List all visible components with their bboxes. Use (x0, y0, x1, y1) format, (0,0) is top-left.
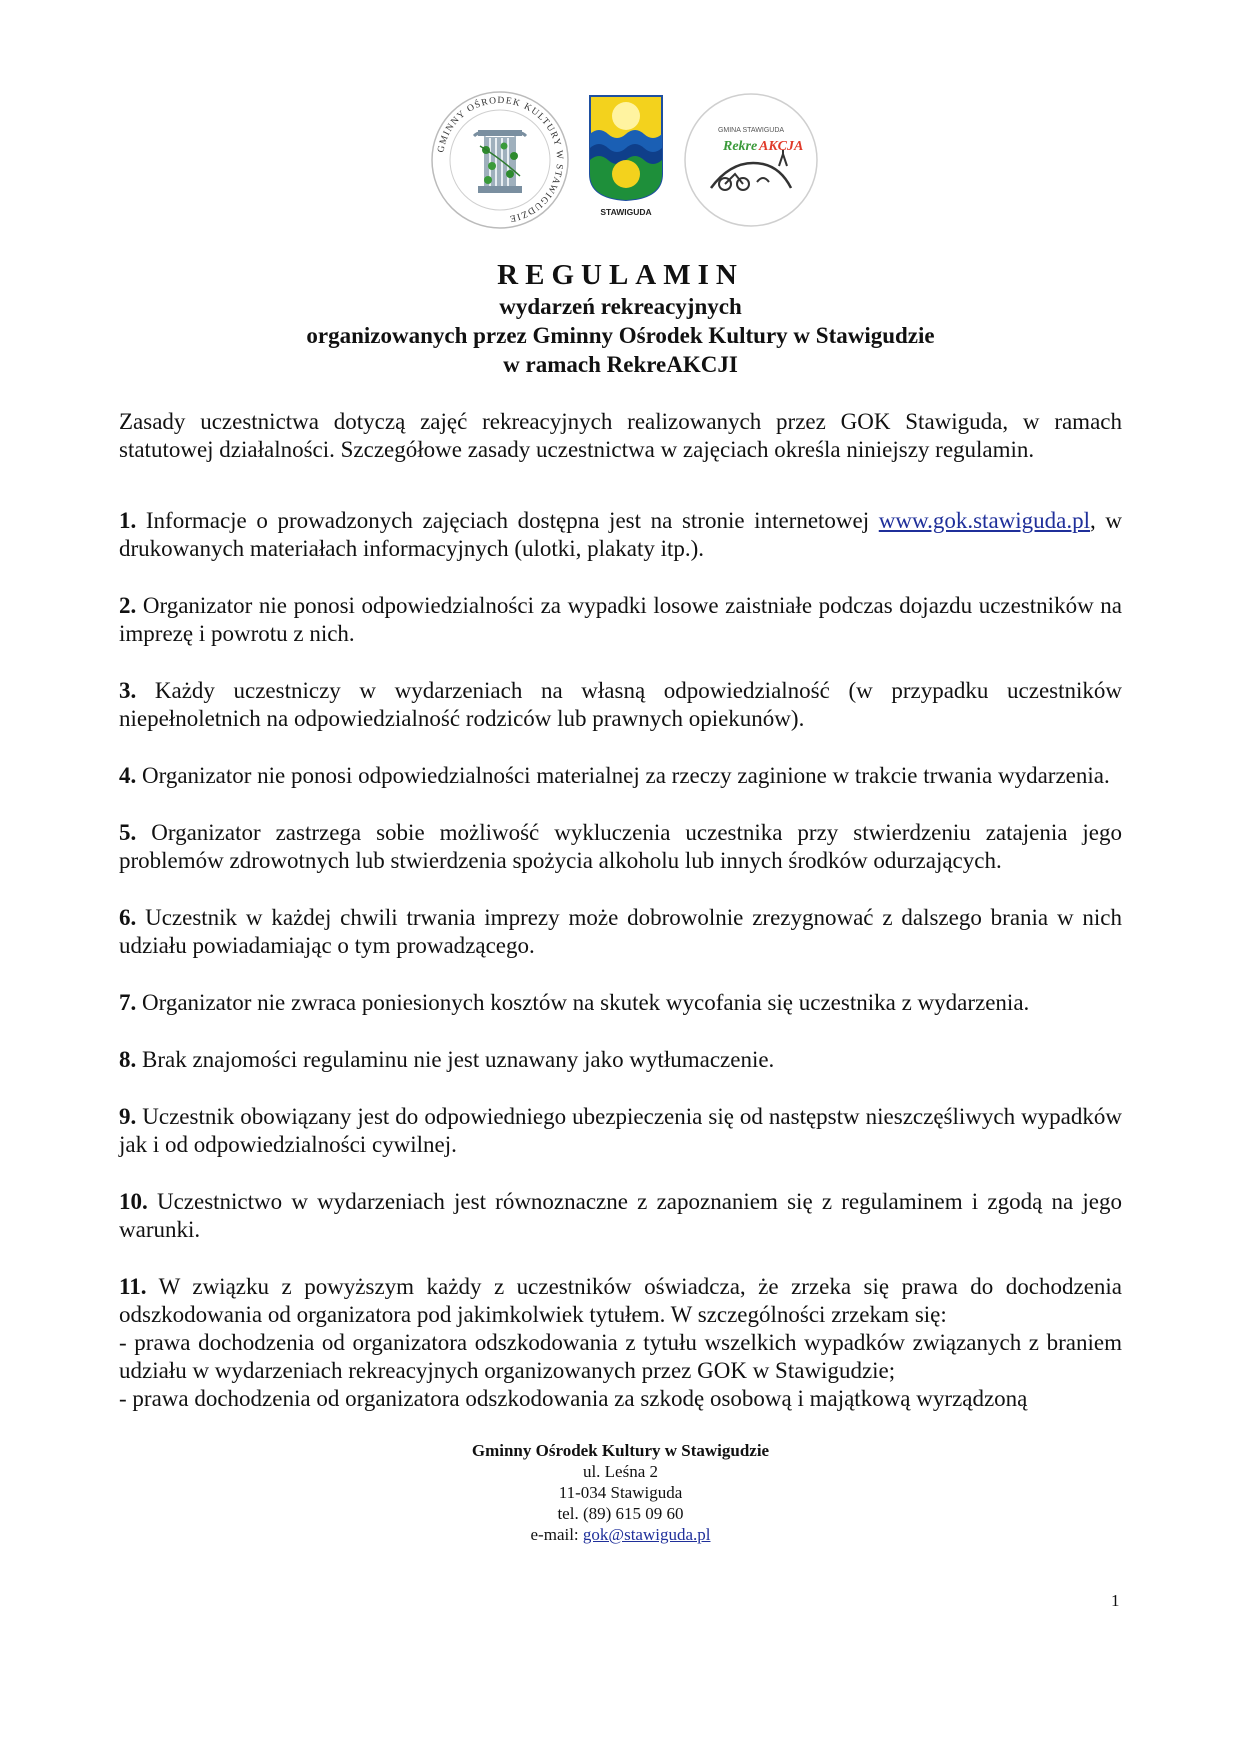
point-number: 7. (119, 990, 137, 1015)
point-number: 8. (119, 1047, 137, 1072)
point-2 (119, 592, 1122, 648)
rekre-top-text: GMINA STAWIGUDA (717, 127, 785, 134)
point-number: 11. (119, 1274, 147, 1299)
footer-email-label: e-mail: (530, 1525, 583, 1544)
point-4 (119, 762, 1122, 790)
point-text: Uczestnik obowiązany jest do odpowiedniego ubezpieczenia się od następstw nieszczęśliwych wypadków jak i od odpowiedzialności cywilnej. (119, 1104, 1123, 1157)
point-text: Organizator zastrzega sobie możliwość wykluczenia uczestnika przy stwierdzeniu zatajenia jego problemów zdrowotnych lub stwierdzenia spożycia alkoholu lub innych środków odurzających. (119, 820, 1122, 873)
point-1 (119, 507, 1122, 563)
footer-organization: Gminny Ośrodek Kultury w Stawigudzie (471, 1441, 770, 1460)
point-text: Uczestnictwo w wydarzeniach jest równoznaczne z zapoznaniem się z regulaminem i zgodą na jego warunki. (119, 1189, 1122, 1242)
point-7 (119, 989, 1122, 1017)
point-text: Każdy uczestniczy w wydarzeniach na własną odpowiedzialność (w przypadku uczestników niepełnoletnich na odpowiedzialność rodziców lub prawnych opiekunów). (119, 678, 1122, 731)
footer-street: ul. Leśna 2 (582, 1462, 659, 1481)
point-11-dash-1: - prawa dochodzenia od organizatora odszkodowania z tytułu wszelkich wypadków związanych z braniem udziału w wydarzeniach rekreacyjnych organizowanych przez GOK w Stawigudzie; (119, 1330, 1122, 1383)
point-text: Organizator nie ponosi odpowiedzialności za wypadki losowe zaistniałe podczas dojazdu uczestników na imprezę i powrotu z nich. (119, 593, 1122, 646)
intro-paragraph: Zasady uczestnictwa dotyczą zajęć rekreacyjnych realizowanych przez GOK Stawiguda, w ramach statutowej działalności. Szczegółowe zasady uczestnictwa w zajęciach określa niniejszy regulamin. (119, 409, 1122, 462)
title-line-1: wydarzeń rekreacyjnych (499, 294, 742, 319)
point-text: Informacje o prowadzonych zajęciach dostępna jest na stronie internetowej (145, 508, 870, 533)
point-text: Uczestnik w każdej chwili trwania imprezy może dobrowolnie zrezygnować z dalszego brania w nich udziału powiadamiając o tym prowadzącego. (119, 905, 1123, 958)
rekreakcja-logo (683, 92, 819, 228)
website-link[interactable]: www.gok.stawiguda.pl (878, 508, 1090, 533)
point-number: 6. (119, 905, 137, 930)
point-text-continued: , w drukowanych materiałach informacyjnych (ulotki, plakaty itp.). (119, 508, 1122, 561)
point-number: 2. (119, 593, 137, 618)
point-3 (119, 677, 1122, 733)
point-9 (119, 1103, 1122, 1159)
logo-row (0, 90, 1241, 240)
point-number: 1. (119, 508, 137, 533)
point-number: 5. (119, 820, 137, 845)
rekre-brand-a: Rekre (723, 139, 758, 154)
point-text: Organizator nie zwraca poniesionych kosztów na skutek wycofania się uczestnika z wydarzenia. (142, 990, 1030, 1015)
title-block (0, 258, 1241, 379)
point-text: Brak znajomości regulaminu nie jest uznawany jako wytłumaczenie. (142, 1047, 775, 1072)
point-11-dash-2: - prawa dochodzenia od organizatora odszkodowania za szkodę osobową i majątkową wyrządzoną (119, 1386, 1028, 1411)
regulations-body (119, 408, 1122, 1413)
gok-logo (430, 90, 570, 230)
gok-logo-ring-text: GMINNY OŚRODEK KULTURY W STAWIGUDZIE (436, 95, 565, 224)
point-number: 3. (119, 678, 137, 703)
page-footer (0, 1440, 1241, 1545)
point-10 (119, 1188, 1122, 1244)
point-text: Organizator nie ponosi odpowiedzialności materialnej za rzeczy zaginione w trakcie trwania wydarzenia. (142, 763, 1110, 788)
page-number: 1 (1111, 1591, 1120, 1610)
coat-caption: STAWIGUDA (600, 207, 652, 217)
point-number: 4. (119, 763, 137, 788)
point-6 (119, 904, 1122, 960)
point-8 (119, 1046, 1122, 1074)
point-5 (119, 819, 1122, 875)
rekre-brand-b: AKCJA (759, 139, 804, 154)
document-title: REGULAMIN (497, 259, 744, 291)
point-number: 10. (119, 1189, 148, 1214)
footer-email-link[interactable]: gok@stawiguda.pl (582, 1525, 711, 1544)
title-line-3: w ramach RekreAKCJI (503, 352, 738, 377)
footer-city: 11-034 Stawiguda (558, 1483, 683, 1502)
point-11 (119, 1273, 1122, 1329)
point-text: W związku z powyższym każdy z uczestników oświadcza, że zrzeka się prawa do dochodzenia odszkodowania od organizatora pod jakimkolwiek tytułem. W szczególności zrzekam się: (119, 1274, 1122, 1327)
title-line-2: organizowanych przez Gminny Ośrodek Kultury w Stawigudzie (306, 323, 935, 348)
footer-email-line (0, 1524, 1241, 1545)
point-number: 9. (119, 1104, 137, 1129)
stawiguda-coat-of-arms (588, 94, 664, 220)
footer-phone: tel. (89) 615 09 60 (557, 1504, 684, 1523)
